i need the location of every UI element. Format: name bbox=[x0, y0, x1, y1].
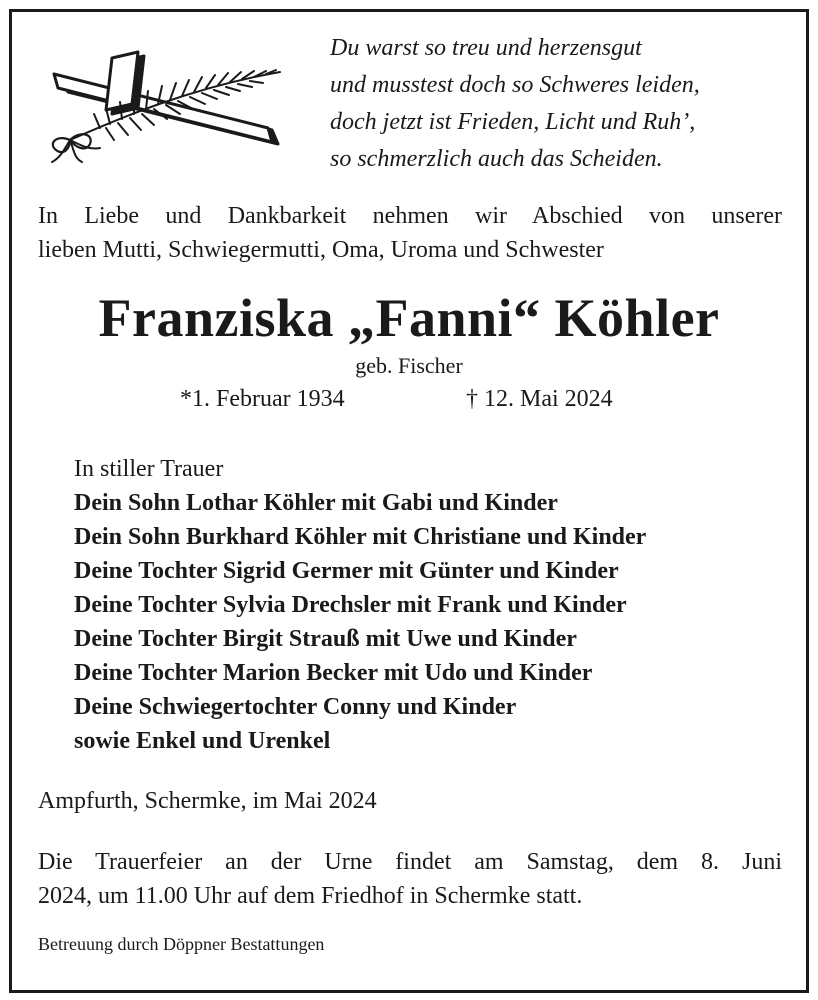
service-line: 2024, um 11.00 Uhr auf dem Friedhof in Schermke statt. bbox=[38, 883, 583, 909]
mourner-entry: Deine Tochter Sylvia Drechsler mit Frank und Kinder bbox=[74, 592, 627, 618]
intro-line: lieben Mutti, Schwiegermutti, Oma, Uroma und Schwester bbox=[38, 237, 604, 263]
mourners-list bbox=[74, 452, 646, 758]
undertaker-credit: Betreuung durch Döppner Bestattungen bbox=[38, 934, 325, 954]
mourner-entry: Dein Sohn Burkhard Köhler mit Christiane und Kinder bbox=[74, 524, 647, 550]
poem-line: so schmerzlich auch das Scheiden. bbox=[330, 146, 663, 172]
memorial-poem bbox=[330, 30, 700, 178]
mourner-entry: Deine Tochter Marion Becker mit Udo und Kinder bbox=[74, 660, 593, 686]
death-date: † 12. Mai 2024 bbox=[466, 386, 613, 412]
service-line: Die Trauerfeier an der Urne findet am Samstag, dem 8. Juni bbox=[38, 849, 782, 875]
birth-date: *1. Februar 1934 bbox=[180, 386, 345, 412]
funeral-service-info bbox=[38, 845, 782, 913]
deceased-name: Franziska „Fanni“ Köhler bbox=[98, 288, 720, 348]
mourners-heading: In stiller Trauer bbox=[74, 456, 224, 482]
intro-line: In Liebe und Dankbarkeit nehmen wir Abschied von unserer bbox=[38, 203, 782, 229]
mourner-entry: Deine Schwiegertochter Conny und Kinder bbox=[74, 694, 517, 720]
place-and-date: Ampfurth, Schermke, im Mai 2024 bbox=[38, 788, 377, 814]
mourner-entry: Dein Sohn Lothar Köhler mit Gabi und Kinder bbox=[74, 490, 558, 516]
mourner-entry: Deine Tochter Sigrid Germer mit Günter und Kinder bbox=[74, 558, 619, 584]
poem-line: und musstest doch so Schweres leiden, bbox=[330, 72, 700, 98]
farewell-intro bbox=[38, 199, 782, 267]
mourner-entry: Deine Tochter Birgit Strauß mit Uwe und Kinder bbox=[74, 626, 577, 652]
cross-with-palm-branch-icon bbox=[40, 48, 290, 166]
maiden-name: geb. Fischer bbox=[355, 353, 463, 378]
poem-line: doch jetzt ist Frieden, Licht und Ruh’, bbox=[330, 109, 696, 135]
mourner-entry: sowie Enkel und Urenkel bbox=[74, 728, 331, 754]
poem-line: Du warst so treu und herzensgut bbox=[330, 35, 642, 61]
